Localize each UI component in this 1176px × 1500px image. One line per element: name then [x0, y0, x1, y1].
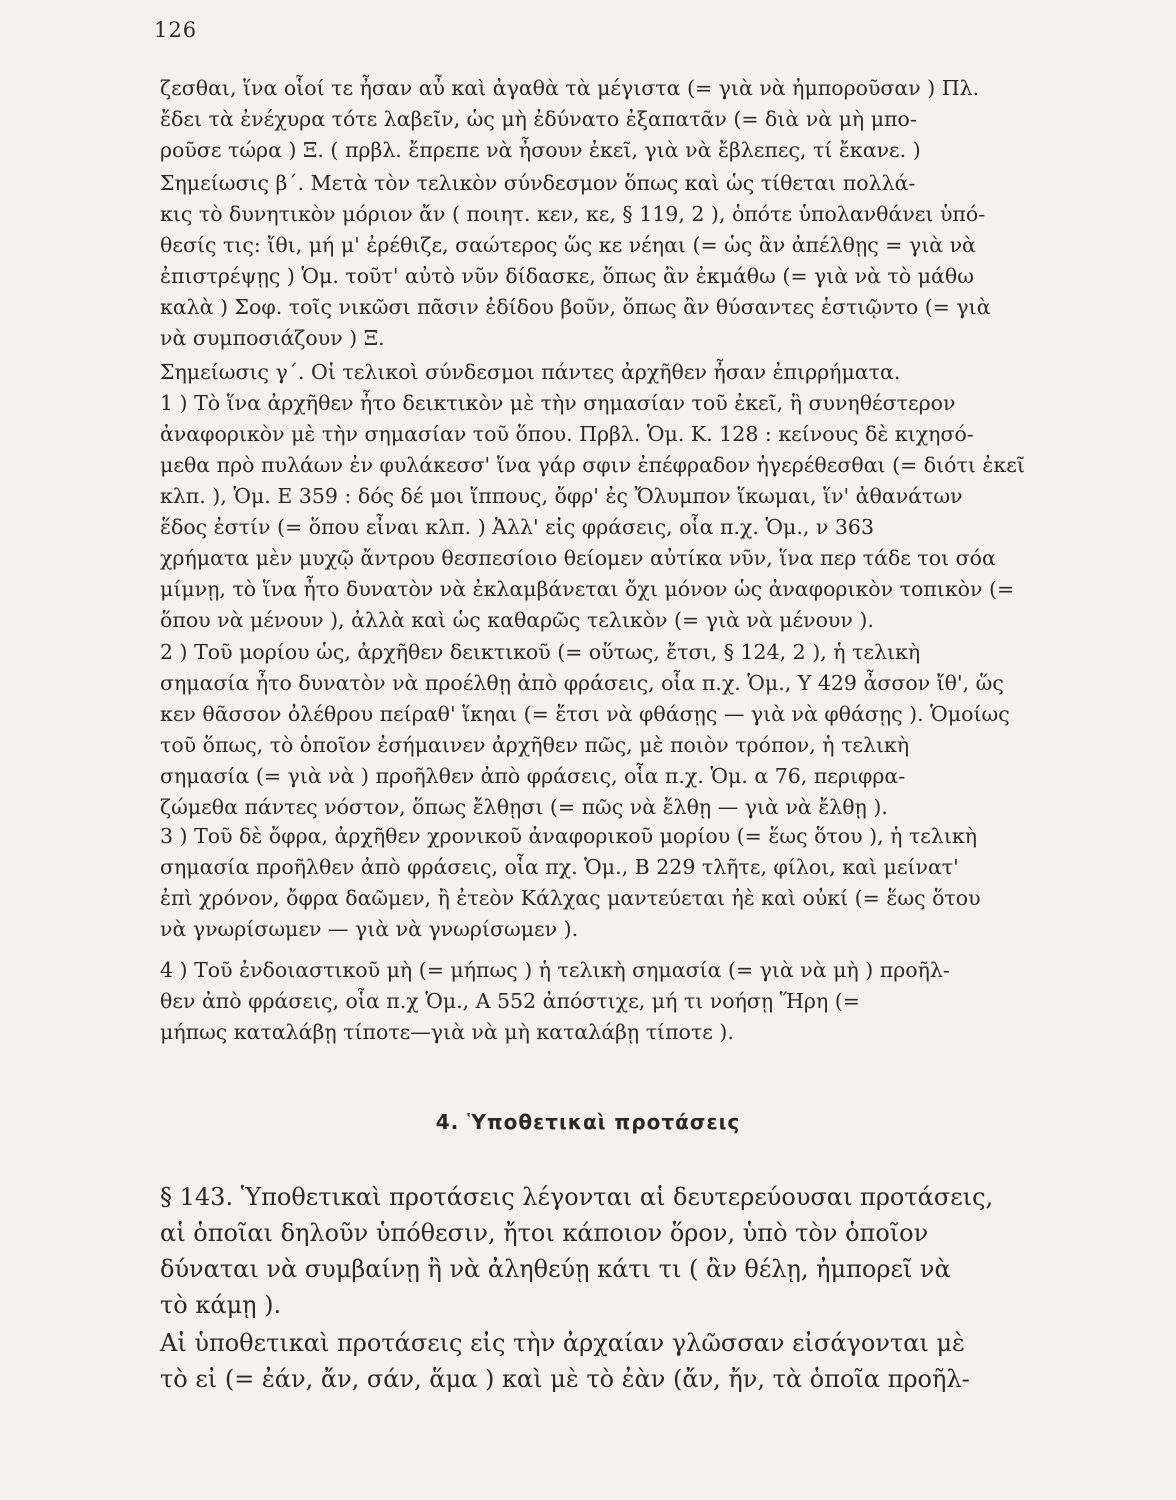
text-line: καλὰ ) Σοφ. τοῖς νικῶσι πᾶσιν ἐδίδου βοῦν, ὅπως ἂν θύσαντες ἑστιῷντο (= γιὰ: [160, 295, 991, 319]
text-line: 1 ) Τὸ ἵνα ἀρχῆθεν ἦτο δεικτικὸν μὲ τὴν σημασίαν τοῦ ἐκεῖ, ἢ συνηθέστερον: [160, 391, 956, 415]
text-line: Αἱ ὑποθετικαὶ προτάσεις εἰς τὴν ἀρχαίαν γλῶσσαν εἰσάγονται μὲ: [160, 1329, 965, 1357]
text-line: ἔδει τὰ ἐνέχυρα τότε λαβεῖν, ὡς μὴ ἐδύνατο ἐξαπατᾶν (= διὰ νὰ μὴ μπο-: [160, 107, 917, 131]
text-line: νὰ γνωρίσωμεν — γιὰ νὰ γνωρίσωμεν ).: [160, 917, 579, 941]
text-line: ἕδος ἐστίν (= ὅπου εἶναι κλπ. ) Ἀλλ' εἰς φράσεις, οἷα π.χ. Ὁμ., ν 363: [160, 515, 874, 539]
text-line: § 143. Ὑποθετικαὶ προτάσεις λέγονται αἱ δευτερεύουσαι προτάσεις,: [160, 1183, 994, 1211]
text-line: αἱ ὁποῖαι δηλοῦν ὑπόθεσιν, ἤτοι κάποιον ὅρον, ὑπὸ τὸν ὁποῖον: [160, 1219, 929, 1247]
text-line: ἐπὶ χρόνον, ὄφρα δαῶμεν, ἢ ἐτεὸν Κάλχας μαντεύεται ἠὲ καὶ οὐκί (= ἕως ὅτου: [160, 886, 981, 910]
text-line: χρήματα μὲν μυχῷ ἄντρου θεσπεσίοιο θείομεν αὐτίκα νῦν, ἵνα περ τάδε τοι σόα: [160, 546, 996, 570]
text-line: σημασία (= γιὰ νὰ ) προῆλθεν ἀπὸ φράσεις, οἷα π.χ. Ὁμ. α 76, περιφρα-: [160, 764, 906, 788]
text-line: ἀναφορικὸν μὲ τὴν σημασίαν τοῦ ὅπου. Πρβλ. Ὁμ. Κ. 128 : κείνους δὲ κιχησό-: [160, 422, 974, 446]
text-line: κεν θᾶσσον ὀλέθρου πείραθ' ἵκηαι (= ἔτσι νὰ φθάσῃς — γιὰ νὰ φθάσῃς ). Ὁμοίως: [160, 702, 1010, 726]
text-line: σημασία προῆλθεν ἀπὸ φράσεις, οἷα πχ. Ὁμ., Β 229 τλῆτε, φίλοι, καὶ μείνατ': [160, 855, 959, 879]
text-line: Σημείωσις γ΄. Οἱ τελικοὶ σύνδεσμοι πάντες ἀρχῆθεν ἦσαν ἐπιρρήματα.: [160, 360, 901, 384]
page-number: 126: [154, 18, 198, 42]
text-line: κλπ. ), Ὁμ. Ε 359 : δός δέ μοι ἵππους, ὄφρ' ἐς Ὄλυμπον ἵκωμαι, ἵν' ἀθανάτων: [160, 484, 963, 508]
text-line: 4 ) Τοῦ ἐνδοιαστικοῦ μὴ (= μήπως ) ἡ τελικὴ σημασία (= γιὰ νὰ μὴ ) προῆλ-: [160, 958, 950, 982]
text-line: Σημείωσις β΄. Μετὰ τὸν τελικὸν σύνδεσμον ὅπως καὶ ὡς τίθεται πολλά-: [160, 171, 916, 195]
text-line: 3 ) Τοῦ δὲ ὄφρα, ἀρχῆθεν χρονικοῦ ἀναφορικοῦ μορίου (= ἕως ὅτου ), ἡ τελικὴ: [160, 824, 978, 848]
text-line: σημασία ἦτο δυνατὸν νὰ προέλθῃ ἀπὸ φράσεις, οἷα π.χ. Ὁμ., Υ 429 ἆσσον ἴθ', ὥς: [160, 671, 1004, 695]
text-line: θεσίς τις: ἴθι, μή μ' ἐρέθιζε, σαώτερος ὥς κε νέηαι (= ὡς ἂν ἀπέλθῃς = γιὰ νὰ: [160, 233, 976, 257]
text-line: 2 ) Τοῦ μορίου ὡς, ἀρχῆθεν δεικτικοῦ (= οὕτως, ἔτσι, § 124, 2 ), ἡ τελικὴ: [160, 640, 921, 664]
text-line: νὰ συμποσιάζουν ) Ξ.: [160, 326, 385, 350]
text-line: ὅπου νὰ μένουν ), ἀλλὰ καὶ ὡς καθαρῶς τελικὸν (= γιὰ νὰ μένουν ).: [160, 608, 874, 632]
text-line: μήπως καταλάβῃ τίποτε—γιὰ νὰ μὴ καταλάβῃ τίποτε ).: [160, 1020, 734, 1044]
text-line: μίμνῃ, τὸ ἵνα ἦτο δυνατὸν νὰ ἐκλαμβάνεται ὄχι μόνον ὡς ἀναφορικὸν τοπικὸν (=: [160, 577, 1015, 601]
text-line: κις τὸ δυνητικὸν μόριον ἄν ( ποιητ. κεν, κε, § 119, 2 ), ὁπότε ὑπολανθάνει ὑπό-: [160, 202, 986, 226]
section-heading: 4. Ὑποθετικαὶ προτάσεις: [435, 1110, 741, 1134]
text-line: ζεσθαι, ἵνα οἷοί τε ἦσαν αὖ καὶ ἀγαθὰ τὰ μέγιστα (= γιὰ νὰ ἠμποροῦσαν ) Πλ.: [160, 76, 980, 100]
text-line: τοῦ ὅπως, τὸ ὁποῖον ἐσήμαινεν ἀρχῆθεν πῶς, μὲ ποιὸν τρόπον, ἡ τελικὴ: [160, 733, 910, 757]
text-line: ροῦσε τώρα ) Ξ. ( πρβλ. ἔπρεπε νὰ ἦσουν ἐκεῖ, γιὰ νὰ ἔβλεπες, τί ἔκανε. ): [160, 138, 921, 162]
text-line: μεθα πρὸ πυλάων ἐν φυλάκεσσ' ἵνα γάρ σφιν ἐπέφραδον ἠγερέθεσθαι (= διότι ἐκεῖ: [160, 453, 1025, 477]
text-line: τὸ εἰ (= ἐάν, ἄν, σάν, ἅμα ) καὶ μὲ τὸ ἐὰν (ἄν, ἤν, τὰ ὁποῖα προῆλ-: [160, 1365, 970, 1393]
text-line: ἐπιστρέψῃς ) Ὁμ. τοῦτ' αὐτὸ νῦν δίδασκε, ὅπως ἂν ἐκμάθω (= γιὰ νὰ τὸ μάθω: [160, 264, 974, 288]
text-line: ζώμεθα πάντες νόστον, ὅπως ἔλθῃσι (= πῶς νὰ ἔλθῃ — γιὰ νὰ ἔλθῃ ).: [160, 795, 888, 819]
text-line: θεν ἀπὸ φράσεις, οἷα π.χ Ὁμ., Α 552 ἀπόστιχε, μή τι νοήσῃ Ἥρη (=: [160, 989, 860, 1013]
text-line: τὸ κάμῃ ).: [160, 1291, 282, 1319]
text-line: δύναται νὰ συμβαίνῃ ἢ νὰ ἀληθεύῃ κάτι τι ( ἂν θέλῃ, ἠμπορεῖ νὰ: [160, 1255, 951, 1283]
